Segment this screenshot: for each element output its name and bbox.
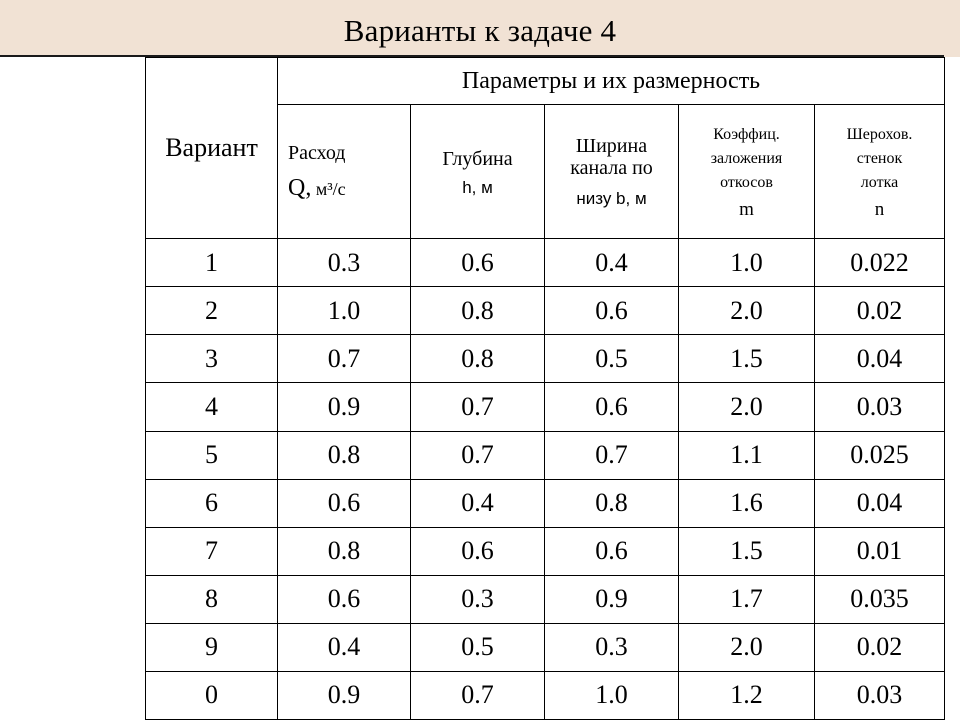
flow-rate-cell: 0.3 [278, 239, 411, 287]
variant-cell: 9 [146, 623, 278, 671]
roughness-cell: 0.04 [815, 479, 945, 527]
table-row [146, 671, 945, 719]
roughness-cell: 0.02 [815, 287, 945, 335]
roughness-cell: 0.04 [815, 335, 945, 383]
variant-cell: 7 [146, 527, 278, 575]
width-unit: низу b, м [576, 188, 647, 208]
variant-cell: 1 [146, 239, 278, 287]
depth-cell: 0.7 [411, 383, 545, 431]
table-row [146, 431, 945, 479]
depth-cell: 0.7 [411, 671, 545, 719]
variant-cell: 2 [146, 287, 278, 335]
flow-rate-cell: 0.6 [278, 575, 411, 623]
roughness-cell: 0.03 [815, 671, 945, 719]
depth-cell: 0.3 [411, 575, 545, 623]
flow-rate-cell: 0.8 [278, 527, 411, 575]
slope-coef-cell: 1.5 [679, 527, 815, 575]
roughness-label-2: стенок [856, 149, 903, 167]
flow-rate-cell: 0.7 [278, 335, 411, 383]
flow-rate-cell: 1.0 [278, 287, 411, 335]
depth-cell: 0.4 [411, 479, 545, 527]
page-title: Варианты к задаче 4 [343, 13, 617, 48]
flow-rate-cell: 0.6 [278, 479, 411, 527]
flow-rate-label: Расход [288, 141, 346, 164]
depth-cell: 0.5 [411, 623, 545, 671]
variant-cell: 3 [146, 335, 278, 383]
width-cell: 0.3 [545, 623, 679, 671]
depth-label: Глубина [442, 147, 513, 170]
depth-cell: 0.7 [411, 431, 545, 479]
slope-coef-cell: 1.5 [679, 335, 815, 383]
flow-rate-cell: 0.9 [278, 671, 411, 719]
roughness-header [815, 105, 945, 239]
slope-coef-cell: 1.7 [679, 575, 815, 623]
slope-coef-label: Коэффиц. [713, 125, 780, 143]
variant-header: Вариант [146, 58, 278, 239]
flow-rate-unit: м³/с [311, 178, 346, 199]
depth-cell: 0.6 [411, 527, 545, 575]
flow-rate-symbol: Q, [288, 174, 312, 201]
table-row [146, 527, 945, 575]
variants-table [145, 57, 945, 720]
flow-rate-cell: 0.9 [278, 383, 411, 431]
flow-rate-cell: 0.4 [278, 623, 411, 671]
depth-unit: h, м [462, 177, 493, 197]
variant-cell: 0 [146, 671, 278, 719]
slope-coef-header [679, 105, 815, 239]
roughness-cell: 0.02 [815, 623, 945, 671]
slope-coef-symbol: m [739, 198, 754, 220]
slope-coef-cell: 1.1 [679, 431, 815, 479]
width-cell: 0.4 [545, 239, 679, 287]
width-cell: 0.6 [545, 383, 679, 431]
slope-coef-cell: 2.0 [679, 623, 815, 671]
depth-header [411, 105, 545, 239]
variant-cell: 5 [146, 431, 278, 479]
flow-rate-cell: 0.8 [278, 431, 411, 479]
width-cell: 0.9 [545, 575, 679, 623]
width-header [545, 105, 679, 239]
slope-coef-cell: 1.0 [679, 239, 815, 287]
table-row [146, 239, 945, 287]
table-row [146, 287, 945, 335]
table-row [146, 383, 945, 431]
table-row [146, 575, 945, 623]
slope-coef-label-2: заложения [710, 149, 783, 167]
width-cell: 1.0 [545, 671, 679, 719]
slope-coef-cell: 1.2 [679, 671, 815, 719]
variant-cell: 4 [146, 383, 278, 431]
roughness-cell: 0.035 [815, 575, 945, 623]
roughness-label: Шерохов. [846, 125, 913, 143]
width-cell: 0.8 [545, 479, 679, 527]
width-cell: 0.6 [545, 287, 679, 335]
roughness-symbol: n [874, 198, 885, 220]
slope-coef-cell: 2.0 [679, 287, 815, 335]
variant-cell: 8 [146, 575, 278, 623]
table-row [146, 479, 945, 527]
depth-cell: 0.6 [411, 239, 545, 287]
width-cell: 0.7 [545, 431, 679, 479]
roughness-cell: 0.03 [815, 383, 945, 431]
table-row [146, 623, 945, 671]
variant-cell: 6 [146, 479, 278, 527]
table-row [146, 335, 945, 383]
slope-coef-label-3: откосов [720, 173, 773, 191]
roughness-cell: 0.022 [815, 239, 945, 287]
depth-cell: 0.8 [411, 335, 545, 383]
width-cell: 0.6 [545, 527, 679, 575]
parameters-header: Параметры и их размерность [278, 58, 945, 105]
roughness-cell: 0.025 [815, 431, 945, 479]
depth-cell: 0.8 [411, 287, 545, 335]
flow-rate-header [278, 105, 411, 239]
slope-coef-cell: 2.0 [679, 383, 815, 431]
roughness-label-3: лотка [860, 173, 899, 191]
width-label-2: канала по [570, 156, 653, 179]
roughness-cell: 0.01 [815, 527, 945, 575]
width-cell: 0.5 [545, 335, 679, 383]
width-label: Ширина [575, 134, 648, 157]
slope-coef-cell: 1.6 [679, 479, 815, 527]
